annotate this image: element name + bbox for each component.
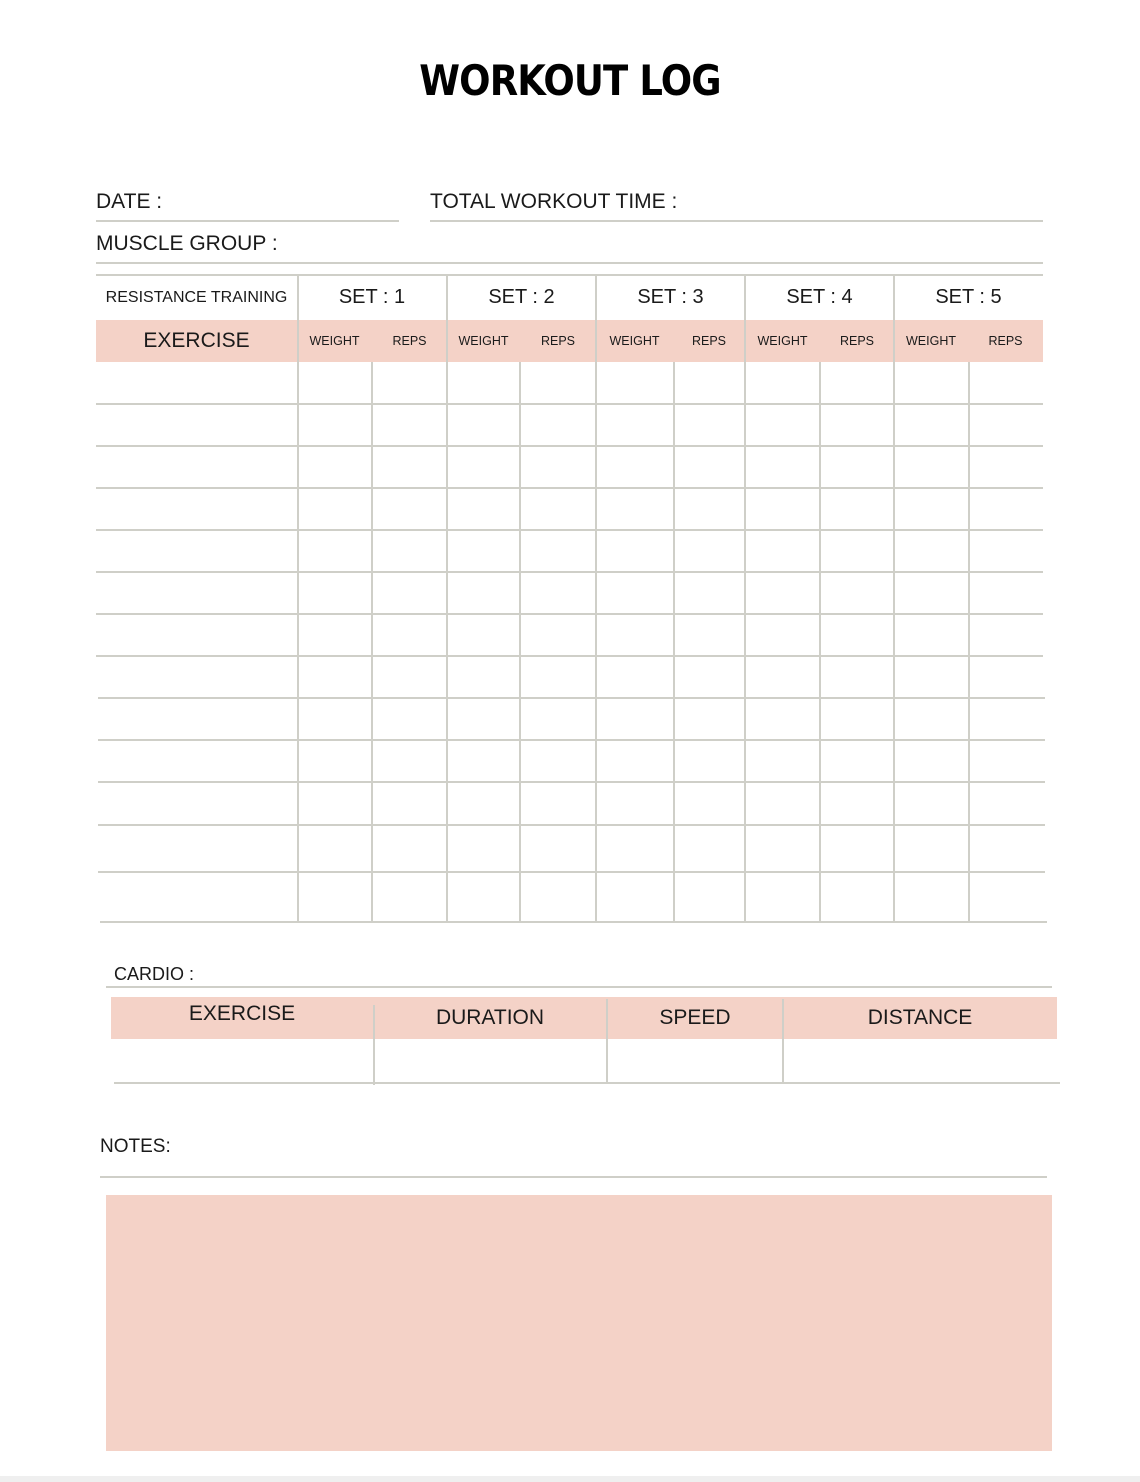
cardio-table-head xyxy=(111,997,1057,1039)
set-1-weight-header: WEIGHT xyxy=(309,334,360,348)
table-row[interactable] xyxy=(96,487,1043,489)
table-row[interactable] xyxy=(96,655,1043,657)
date-field[interactable] xyxy=(96,220,399,222)
page-title: WORKOUT LOG xyxy=(419,56,721,105)
table-row[interactable] xyxy=(96,403,1043,405)
cardio-col-line xyxy=(606,999,608,1083)
cardio-col-line xyxy=(373,1005,375,1085)
table-row[interactable] xyxy=(96,445,1043,447)
page-bottom-edge xyxy=(0,1476,1140,1482)
set-2-weight-header: WEIGHT xyxy=(458,334,509,348)
cardio-row[interactable] xyxy=(114,1082,1060,1084)
table-row[interactable] xyxy=(98,824,1045,826)
cardio-col-line xyxy=(782,999,784,1083)
set-2-reps-header: REPS xyxy=(540,334,576,348)
table-row[interactable] xyxy=(96,613,1043,615)
set-3-weight-header: WEIGHT xyxy=(609,334,660,348)
total-workout-time-label: TOTAL WORKOUT TIME : xyxy=(430,190,678,213)
muscle-group-label: MUSCLE GROUP : xyxy=(96,232,278,255)
notes-label: NOTES: xyxy=(100,1136,171,1157)
table-row[interactable] xyxy=(98,697,1045,699)
table-row[interactable] xyxy=(98,781,1045,783)
set-3-reps-header: REPS xyxy=(691,334,727,348)
set-1-reps-header: REPS xyxy=(392,334,427,348)
resistance-table-subhead xyxy=(96,320,1043,362)
set-1-header: SET : 1 xyxy=(338,286,406,308)
muscle-group-field[interactable] xyxy=(96,262,1043,264)
set-4-header: SET : 4 xyxy=(786,286,853,308)
notes-area[interactable] xyxy=(106,1195,1052,1451)
table-row[interactable] xyxy=(98,871,1045,873)
table-row[interactable] xyxy=(96,529,1043,531)
cardio-speed-header: SPEED xyxy=(659,1006,731,1029)
set-5-header: SET : 5 xyxy=(935,286,1002,308)
total-workout-time-field[interactable] xyxy=(430,220,1043,222)
cardio-exercise-header: EXERCISE xyxy=(188,1002,296,1025)
cardio-divider xyxy=(106,986,1052,988)
cardio-label: CARDIO : xyxy=(114,964,195,984)
table-row[interactable] xyxy=(100,921,1047,923)
set-4-weight-header: WEIGHT xyxy=(757,334,808,348)
set-2-header: SET : 2 xyxy=(488,286,555,308)
set-5-reps-header: REPS xyxy=(988,334,1023,348)
set-4-reps-header: REPS xyxy=(839,334,875,348)
exercise-column-header: EXERCISE xyxy=(143,329,250,352)
table-row[interactable] xyxy=(96,571,1043,573)
resistance-table-head xyxy=(96,275,1043,320)
table-row[interactable] xyxy=(98,739,1045,741)
date-label: DATE : xyxy=(96,190,163,213)
set-3-header: SET : 3 xyxy=(637,286,704,308)
notes-divider xyxy=(100,1176,1047,1178)
cardio-distance-header: DISTANCE xyxy=(867,1006,973,1029)
cardio-duration-header: DURATION xyxy=(435,1006,545,1029)
resistance-training-label: RESISTANCE TRAINING xyxy=(105,288,288,306)
set-5-weight-header: WEIGHT xyxy=(906,334,956,348)
